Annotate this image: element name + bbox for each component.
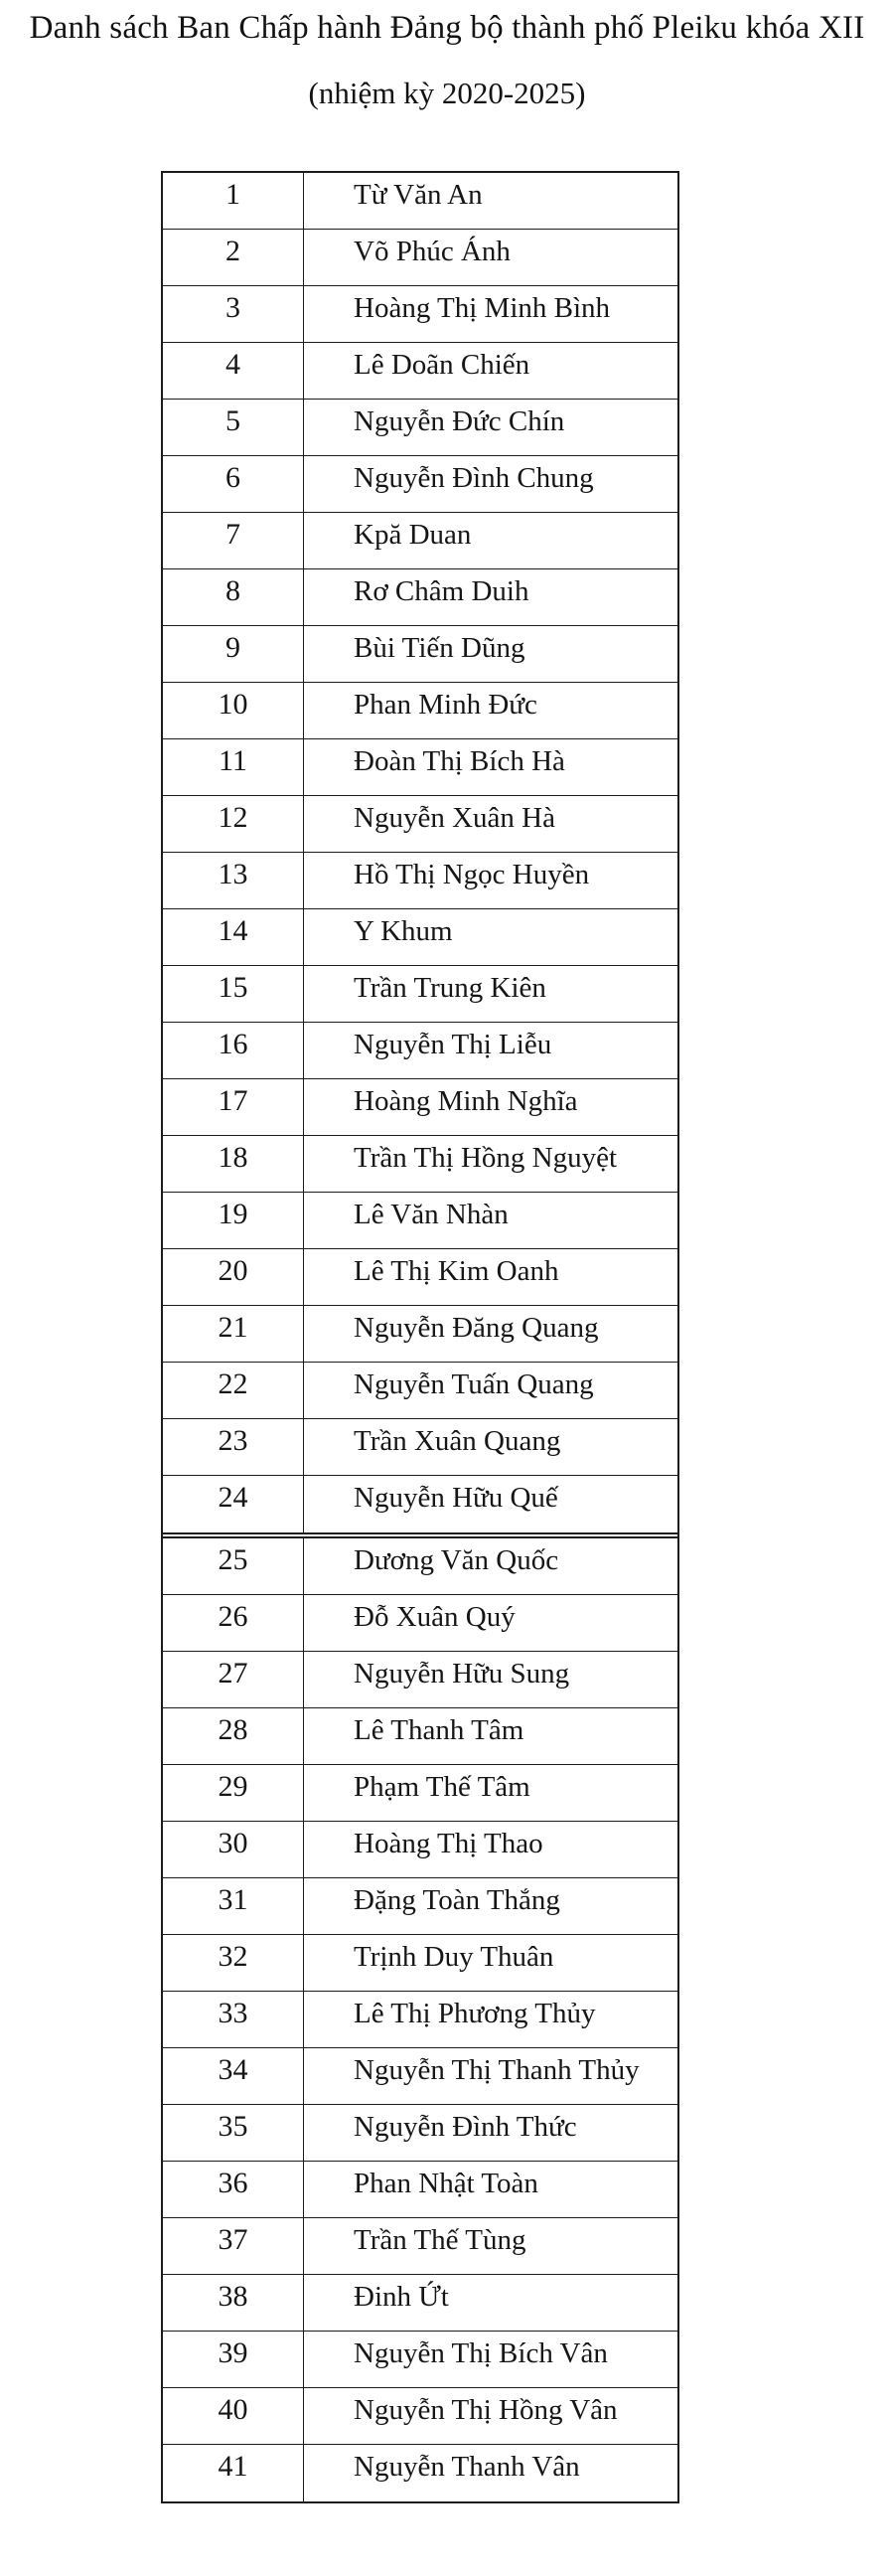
row-number: 24: [163, 1476, 304, 1532]
row-number: 23: [163, 1419, 304, 1475]
row-name: Đặng Toàn Thắng: [354, 1884, 560, 1916]
row-number: 7: [163, 513, 304, 568]
row-number: 2: [163, 230, 304, 285]
row-name: Phan Minh Đức: [354, 689, 537, 721]
row-number: 4: [163, 343, 304, 399]
row-number: 39: [163, 2332, 304, 2387]
table-row: [163, 1595, 677, 1652]
members-table: [161, 171, 679, 2503]
row-number: 1: [163, 173, 304, 229]
row-name: Nguyễn Thị Bích Vân: [354, 2337, 608, 2369]
row-name: Lê Thị Phương Thủy: [354, 1998, 596, 2029]
table-row: [163, 1193, 677, 1249]
table-row: [163, 230, 677, 286]
table-row: [163, 1878, 677, 1935]
row-number: 3: [163, 286, 304, 342]
table-row: [163, 2445, 677, 2501]
row-number: 38: [163, 2275, 304, 2331]
row-name: Nguyễn Thanh Vân: [354, 2451, 580, 2483]
table-row: [163, 1363, 677, 1419]
row-number: 36: [163, 2162, 304, 2217]
row-number: 14: [163, 909, 304, 965]
table-row: [163, 1652, 677, 1708]
row-name: Võ Phúc Ánh: [354, 236, 511, 267]
table-row: [163, 1023, 677, 1079]
table-row: [163, 569, 677, 626]
row-name: Nguyễn Đăng Quang: [354, 1312, 599, 1344]
row-name: Hồ Thị Ngọc Huyền: [354, 859, 590, 890]
row-name: Nguyễn Thị Thanh Thủy: [354, 2054, 640, 2086]
row-name: Nguyễn Tuấn Quang: [354, 1368, 594, 1400]
row-number: 21: [163, 1306, 304, 1362]
page-subtitle: (nhiệm kỳ 2020-2025): [308, 76, 586, 110]
page-title: Danh sách Ban Chấp hành Đảng bộ thành phố Pleiku khóa XII: [29, 10, 865, 46]
row-name: Trần Thị Hồng Nguyệt: [354, 1142, 618, 1174]
row-number: 10: [163, 683, 304, 738]
table-row: [163, 286, 677, 343]
row-name: Đỗ Xuân Quý: [354, 1601, 516, 1633]
table-row: [163, 2388, 677, 2445]
row-name: Hoàng Minh Nghĩa: [354, 1085, 578, 1117]
table-row: [163, 2275, 677, 2332]
row-number: 15: [163, 966, 304, 1022]
table-row: [163, 2332, 677, 2388]
row-name: Lê Doãn Chiến: [354, 349, 530, 381]
table-row: [163, 2105, 677, 2162]
table-row: [163, 1532, 677, 1595]
row-number: 20: [163, 1249, 304, 1305]
row-name: Bùi Tiến Dũng: [354, 632, 525, 664]
table-row: [163, 2162, 677, 2218]
row-name: Đoàn Thị Bích Hà: [354, 745, 565, 777]
table-row: [163, 1822, 677, 1878]
row-number: 19: [163, 1193, 304, 1248]
row-number: 16: [163, 1023, 304, 1078]
row-number: 32: [163, 1935, 304, 1991]
table-row: [163, 1992, 677, 2048]
row-name: Trần Trung Kiên: [354, 972, 546, 1004]
table-row: [163, 1306, 677, 1363]
table-row: [163, 2048, 677, 2105]
row-number: 11: [163, 739, 304, 795]
table-row: [163, 966, 677, 1023]
row-name: Phạm Thế Tâm: [354, 1771, 530, 1803]
row-number: 6: [163, 456, 304, 512]
row-number: 17: [163, 1079, 304, 1135]
row-number: 29: [163, 1765, 304, 1821]
row-name: Nguyễn Hữu Quế: [354, 1482, 558, 1514]
row-name: Nguyễn Thị Hồng Vân: [354, 2394, 618, 2426]
table-row: [163, 909, 677, 966]
table-row: [163, 683, 677, 739]
table-row: [163, 1419, 677, 1476]
table-row: [163, 456, 677, 513]
table-row: [163, 1935, 677, 1992]
table-row: [163, 1476, 677, 1532]
row-name: Y Khum: [354, 915, 453, 947]
row-name: Đinh Ứt: [354, 2281, 449, 2313]
row-name: Lê Thanh Tâm: [354, 1714, 524, 1746]
table-row: [163, 739, 677, 796]
row-name: Trịnh Duy Thuân: [354, 1941, 554, 1973]
row-name: Nguyễn Đình Thức: [354, 2111, 577, 2143]
row-name: Rơ Châm Duih: [354, 575, 529, 607]
table-row: [163, 626, 677, 683]
row-number: 12: [163, 796, 304, 852]
table-row: [163, 173, 677, 230]
row-name: Nguyễn Đình Chung: [354, 462, 594, 494]
table-row: [163, 1136, 677, 1193]
row-name: Lê Thị Kim Oanh: [354, 1255, 559, 1287]
row-name: Từ Văn An: [354, 179, 483, 211]
row-number: 30: [163, 1822, 304, 1877]
table-row: [163, 513, 677, 569]
row-number: 9: [163, 626, 304, 682]
table-row: [163, 853, 677, 909]
table-row: [163, 1708, 677, 1765]
row-name: Phan Nhật Toàn: [354, 2168, 538, 2199]
table-row: [163, 1765, 677, 1822]
row-number: 8: [163, 569, 304, 625]
row-number: 35: [163, 2105, 304, 2161]
row-number: 13: [163, 853, 304, 908]
table-row: [163, 796, 677, 853]
row-name: Nguyễn Hữu Sung: [354, 1658, 570, 1690]
row-number: 33: [163, 1992, 304, 2047]
row-number: 28: [163, 1708, 304, 1764]
row-name: Trần Thế Tùng: [354, 2224, 526, 2256]
row-number: 34: [163, 2048, 304, 2104]
row-name: Nguyễn Thị Liễu: [354, 1029, 552, 1060]
row-number: 26: [163, 1595, 304, 1651]
table-row: [163, 343, 677, 400]
table-row: [163, 1249, 677, 1306]
row-name: Kpă Duan: [354, 519, 472, 551]
row-number: 31: [163, 1878, 304, 1934]
row-number: 25: [163, 1538, 304, 1594]
row-number: 41: [163, 2445, 304, 2501]
table-row: [163, 400, 677, 456]
row-name: Trần Xuân Quang: [354, 1425, 561, 1457]
row-name: Lê Văn Nhàn: [354, 1199, 509, 1230]
row-name: Dương Văn Quốc: [354, 1544, 559, 1576]
row-number: 27: [163, 1652, 304, 1707]
row-number: 18: [163, 1136, 304, 1192]
table-row: [163, 2218, 677, 2275]
row-number: 37: [163, 2218, 304, 2274]
row-name: Nguyễn Xuân Hà: [354, 802, 555, 834]
row-name: Nguyễn Đức Chín: [354, 405, 565, 437]
row-number: 40: [163, 2388, 304, 2444]
row-number: 22: [163, 1363, 304, 1418]
row-number: 5: [163, 400, 304, 455]
table-row: [163, 1079, 677, 1136]
row-name: Hoàng Thị Minh Bình: [354, 292, 611, 324]
row-name: Hoàng Thị Thao: [354, 1828, 543, 1859]
